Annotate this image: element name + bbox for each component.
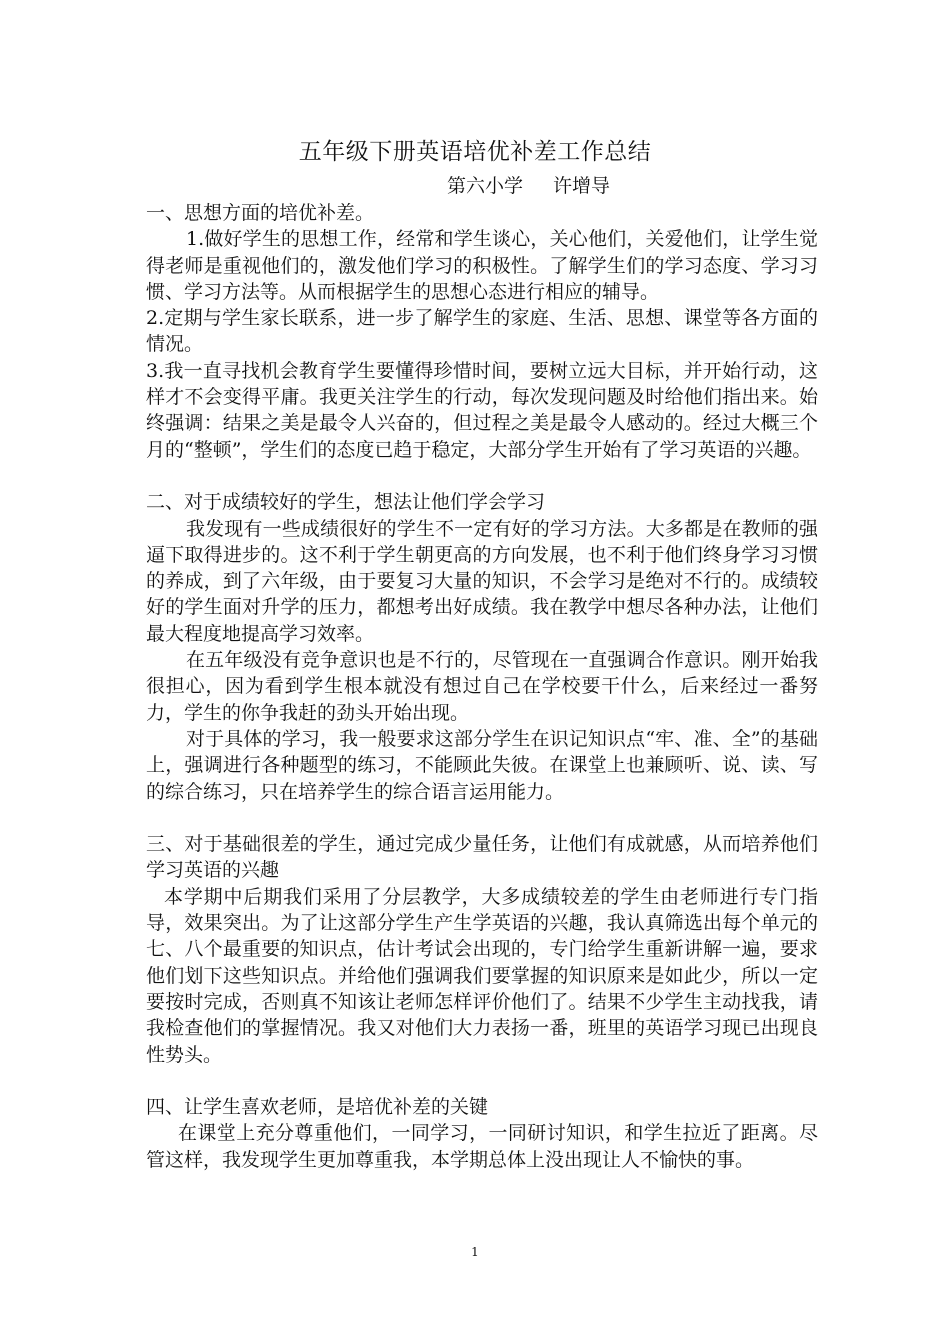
section-heading: 三、对于基础很差的学生，通过完成少量任务，让他们有成就感，从而培养他们学习英语的兴趣 (146, 833, 818, 882)
section-heading: 二、对于成绩较好的学生，想法让他们学会学习 (146, 491, 546, 514)
author-name: 许增导 (553, 175, 611, 197)
byline (447, 172, 610, 200)
document-body (146, 200, 818, 1173)
paragraph: 我发现有一些成绩很好的学生不一定有好的学习方法。大多都是在教师的强逼下取得进步的。这不利于学生朝更高的方向发展，也不利于他们终身学习习惯的养成，到了六年级，由于要复习大量的知识，不会学习是绝对不行的。成绩较好的学生面对升学的压力，都想考出好成绩。我在教学中想尽各种办法，让他们最大程度地提高学习效率。 (146, 517, 818, 645)
paragraph: 在课堂上充分尊重他们，一同学习，一同研讨知识，和学生拉近了距离。尽管这样，我发现学生更加尊重我，本学期总体上没出现让人不愉快的事。 (146, 1122, 818, 1171)
paragraph: 在五年级没有竞争意识也是不行的，尽管现在一直强调合作意识。刚开始我很担心，因为看到学生根本就没有想过自己在学校要干什么，后来经过一番努力，学生的你争我赶的劲头开始出现。 (146, 649, 818, 724)
paragraph: 2.定期与学生家长联系，进一步了解学生的家庭、生活、思想、课堂等各方面的情况。 (146, 307, 818, 356)
school-name: 第六小学 (447, 175, 524, 197)
paragraph: 对于具体的学习，我一般要求这部分学生在识记知识点“牢、准、全”的基础上，强调进行各种题型的练习，不能顾此失彼。在课堂上也兼顾听、说、读、写的综合练习，只在培养学生的综合语言运用能力。 (146, 727, 818, 803)
page-number: 1 (471, 1245, 479, 1259)
section-heading: 四、让学生喜欢老师，是培优补差的关键 (146, 1096, 489, 1119)
paragraph: 1.做好学生的思想工作，经常和学生谈心，关心他们，关爱他们，让学生觉得老师是重视他们的，激发他们学习的积极性。了解学生们的学习态度、学习习惯、学习方法等。从而根据学生的思想心态进行相应的辅导。 (146, 228, 818, 303)
paragraph: 本学期中后期我们采用了分层教学，大多成绩较差的学生由老师进行专门指导，效果突出。为了让这部分学生产生学英语的兴趣，我认真筛选出每个单元的七、八个最重要的知识点，估计考试会出现的，专门给学生重新讲解一遍，要求他们划下这些知识点。并给他们强调我们要掌握的知识原来是如此少，所以一定要按时完成，否则真不知该让老师怎样评价他们了。结果不少学生主动找我，请我检查他们的掌握情况。我又对他们大力表扬一番，班里的英语学习现已出现良性势头。 (146, 885, 818, 1066)
section-heading: 一、思想方面的培优补差。 (146, 202, 375, 224)
paragraph: 3.我一直寻找机会教育学生要懂得珍惜时间，要树立远大目标，并开始行动，这样才不会变得平庸。我更关注学生的行动，每次发现问题及时给他们指出来。始终强调：结果之美是最令人兴奋的，但过程之美是最令人感动的。经过大概三个月的“整顿”，学生们的态度已趋于稳定，大部分学生开始有了学习英语的兴趣。 (146, 359, 818, 461)
document-title: 五年级下册英语培优补差工作总结 (298, 139, 652, 165)
